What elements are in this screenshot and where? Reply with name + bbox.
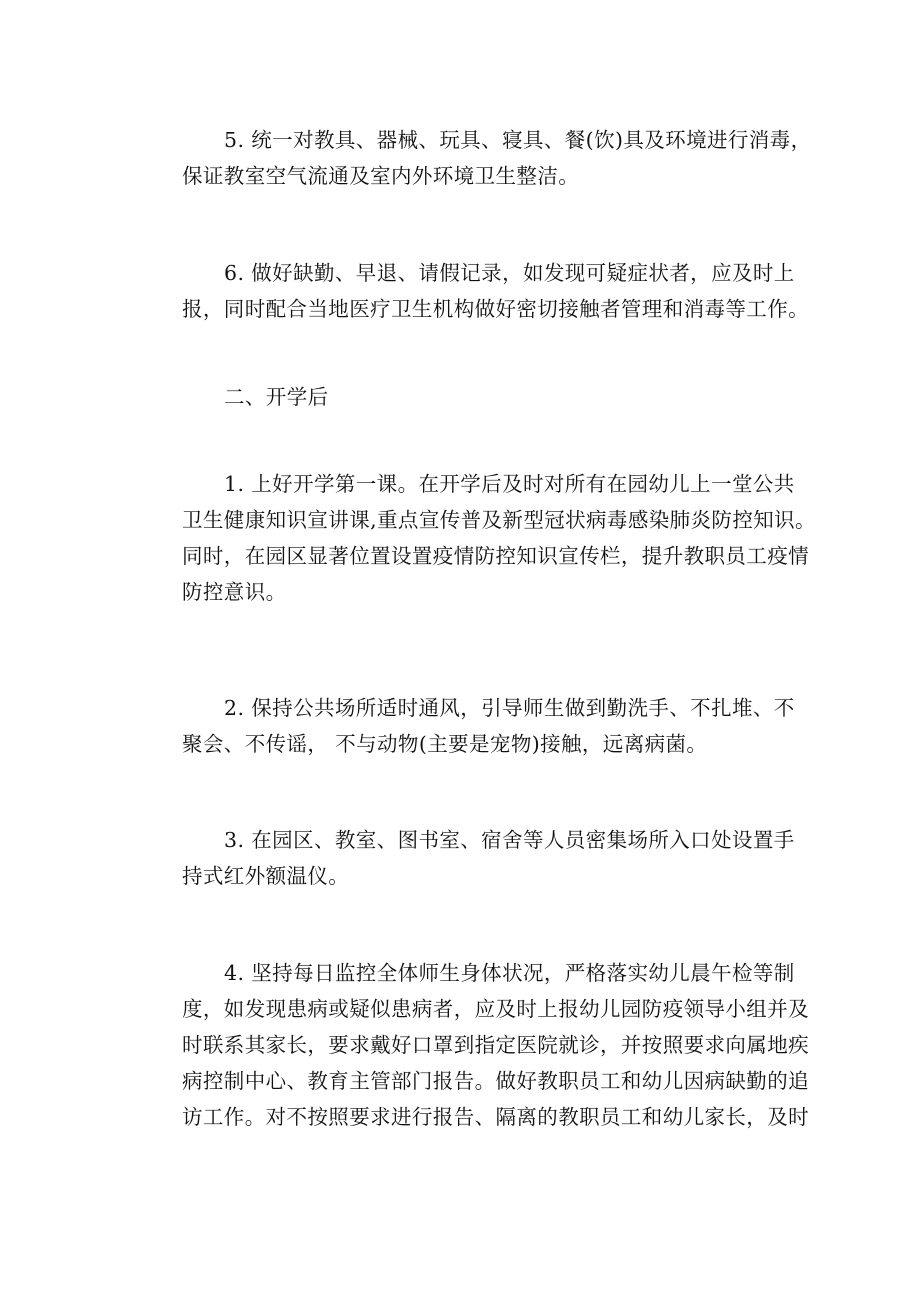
text-line: 卫生健康知识宣讲课,重点宣传普及新型冠状病毒感染肺炎防控知识。 bbox=[182, 508, 816, 532]
text-line: 1. 上好开学第一课。在开学后及时对所有在园幼儿上一堂公共 bbox=[224, 472, 795, 496]
text-line: 4. 坚持每日监控全体师生身体状况，严格落实幼儿晨午检等制 bbox=[224, 961, 795, 985]
text-line: 报，同时配合当地医疗卫生机构做好密切接触者管理和消毒等工作。 bbox=[182, 297, 809, 321]
text-line: 同时，在园区显著位置设置疫情防控知识宣传栏，提升教职员工疫情 bbox=[182, 544, 809, 568]
text-line: 5. 统一对教具、器械、玩具、寝具、餐(饮)具及环境进行消毒， bbox=[224, 128, 812, 152]
text-line: 度，如发现患病或疑似患病者，应及时上报幼儿园防疫领导小组并及 bbox=[182, 997, 809, 1021]
text-line: 6. 做好缺勤、早退、请假记录，如发现可疑症状者，应及时上 bbox=[224, 261, 795, 285]
text-line: 2. 保持公共场所适时通风，引导师生做到勤洗手、不扎堆、不 bbox=[224, 696, 795, 720]
paragraph-item-3 bbox=[140, 822, 800, 894]
text-line: 3. 在园区、教室、图书室、宿舍等人员密集场所入口处设置手 bbox=[224, 828, 795, 852]
text-line: 时联系其家长，要求戴好口罩到指定医院就诊，并按照要求向属地疾 bbox=[182, 1033, 809, 1057]
paragraph-item-4 bbox=[140, 955, 809, 1135]
paragraph-item-2 bbox=[140, 690, 800, 762]
paragraph-item-1 bbox=[140, 466, 816, 610]
paragraph-item-5 bbox=[140, 122, 812, 194]
text-line: 病控制中心、教育主管部门报告。做好教职员工和幼儿因病缺勤的追 bbox=[182, 1069, 809, 1093]
section-heading bbox=[140, 379, 800, 415]
text-line: 持式红外额温仪。 bbox=[182, 864, 350, 888]
text-line: 访工作。对不按照要求进行报告、隔离的教职员工和幼儿家长，及时 bbox=[182, 1105, 809, 1129]
text-line: 保证教室空气流通及室内外环境卫生整洁。 bbox=[182, 164, 580, 188]
text-line: 聚会、不传谣， 不与动物(主要是宠物)接触，远离病菌。 bbox=[182, 732, 708, 756]
paragraph-item-6 bbox=[140, 255, 809, 327]
heading-text: 二、开学后 bbox=[224, 385, 329, 409]
text-line: 防控意识。 bbox=[182, 580, 287, 604]
